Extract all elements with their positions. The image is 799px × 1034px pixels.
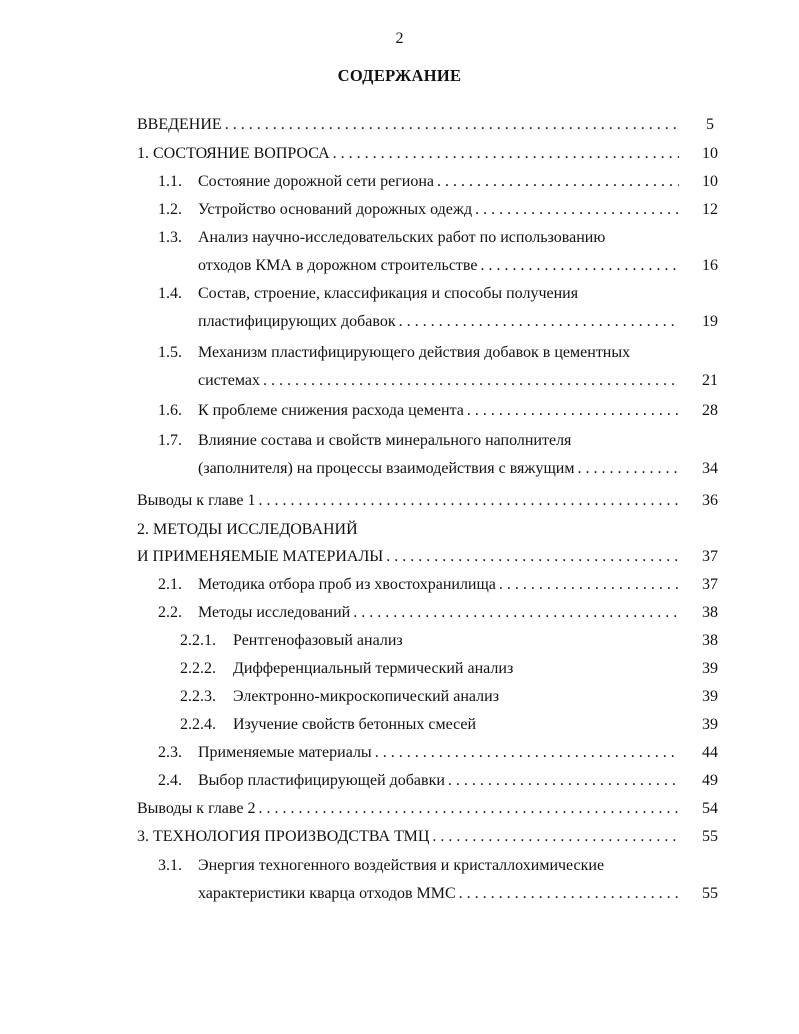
toc-entry-text: 1. СОСТОЯНИЕ ВОПРОСА [137, 145, 330, 162]
toc-section-number: 1.6. [158, 402, 182, 419]
dot-leader [375, 742, 679, 764]
toc-entry-2-2-1[interactable]: Рентгенофазовый анализ [233, 632, 403, 649]
toc-page-number: 37 [702, 576, 718, 593]
toc-entry-2-2[interactable] [198, 602, 682, 624]
toc-entry-chapter-3[interactable] [137, 826, 682, 848]
toc-entry-text: Выбор пластифицирующей добавки [198, 772, 445, 789]
toc-page-number: 39 [702, 716, 718, 733]
toc-entry-text: отходов КМА в дорожном строительстве [198, 257, 478, 274]
toc-entry-1-7-line1[interactable]: Влияние состава и свойств минерального наполнителя [198, 432, 572, 449]
toc-entry-3-1[interactable] [198, 883, 682, 905]
toc-entry-2-4[interactable] [198, 770, 682, 792]
toc-entry-text: ВВЕДЕНИЕ [137, 116, 222, 133]
toc-page-number: 54 [702, 800, 718, 817]
toc-page-number: 39 [702, 660, 718, 677]
toc-page-number: 38 [702, 604, 718, 621]
toc-entry-chapter-2-line1[interactable]: 2. МЕТОДЫ ИССЛЕДОВАНИЙ [137, 521, 358, 538]
toc-entry-text: Методика отбора проб из хвостохранилища [198, 576, 496, 593]
toc-section-number: 2.1. [158, 576, 182, 593]
toc-section-number: 1.1. [158, 173, 182, 190]
toc-page-number: 21 [702, 372, 718, 389]
toc-page-number: 16 [702, 257, 718, 274]
toc-entry-text: 3. ТЕХНОЛОГИЯ ПРОИЗВОДСТВА ТМЦ [137, 828, 430, 845]
toc-page-number: 55 [702, 828, 718, 845]
toc-entry-text: характеристики кварца отходов ММС [198, 885, 456, 902]
toc-entry-chapter-2[interactable] [137, 546, 682, 568]
toc-entry-text: И ПРИМЕНЯЕМЫЕ МАТЕРИАЛЫ [137, 548, 384, 565]
toc-section-number: 2.4. [158, 772, 182, 789]
toc-entry-2-1[interactable] [198, 574, 682, 596]
dot-leader [386, 546, 679, 568]
toc-entry-1-3-line1[interactable]: Анализ научно-исследовательских работ по использованию [198, 229, 606, 246]
toc-entry-intro[interactable] [137, 114, 682, 136]
toc-entry-1-6[interactable] [198, 400, 682, 422]
dot-leader [258, 798, 679, 820]
toc-page-number: 10 [702, 173, 718, 190]
toc-section-number: 2.3. [158, 744, 182, 761]
dot-leader [467, 400, 679, 422]
toc-entry-2-2-4[interactable]: Изучение свойств бетонных смесей [233, 716, 477, 733]
dot-leader [353, 602, 679, 624]
toc-page-number: 39 [702, 688, 718, 705]
toc-page-number: 55 [702, 885, 718, 902]
toc-entry-1-2[interactable] [198, 199, 682, 221]
toc-section-number: 1.7. [158, 432, 182, 449]
toc-section-number: 1.4. [158, 285, 182, 302]
toc-section-number: 2.2.3. [180, 688, 216, 705]
toc-entry-text: пластифицирующих добавок [198, 313, 396, 330]
toc-entry-conclusions-2[interactable] [137, 798, 682, 820]
toc-page-number: 38 [702, 632, 718, 649]
dot-leader [480, 255, 679, 277]
dot-leader [399, 311, 679, 333]
toc-page-number: 5 [706, 116, 714, 133]
toc-entry-conclusions-1[interactable] [137, 490, 682, 512]
toc-page-number: 12 [702, 201, 718, 218]
toc-entry-chapter-1[interactable] [137, 143, 682, 165]
toc-entry-text: Состояние дорожной сети региона [198, 173, 434, 190]
page-title: СОДЕРЖАНИЕ [337, 66, 462, 85]
toc-entry-2-2-2[interactable]: Дифференциальный термический анализ [233, 660, 514, 677]
page-number: 2 [395, 30, 404, 47]
toc-page-number: 28 [702, 402, 718, 419]
dot-leader [432, 826, 679, 848]
dot-leader [459, 883, 679, 905]
toc-entry-text: системах [198, 372, 260, 389]
dot-leader [475, 199, 679, 221]
toc-page-number: 44 [702, 744, 718, 761]
toc-section-number: 2.2. [158, 604, 182, 621]
toc-section-number: 2.2.2. [180, 660, 216, 677]
dot-leader [577, 458, 679, 480]
toc-entry-1-4[interactable] [198, 311, 682, 333]
toc-entry-text: Выводы к главе 1 [137, 492, 256, 509]
dot-leader [437, 171, 679, 193]
toc-section-number: 3.1. [158, 857, 182, 874]
toc-entry-1-1[interactable] [198, 171, 682, 193]
toc-entry-2-3[interactable] [198, 742, 682, 764]
toc-page-number: 19 [702, 313, 718, 330]
toc-page-number: 49 [702, 772, 718, 789]
dot-leader [225, 114, 679, 136]
toc-entry-text: Применяемые материалы [198, 744, 372, 761]
dot-leader [258, 490, 679, 512]
dot-leader [263, 370, 679, 392]
toc-section-number: 2.2.1. [180, 632, 216, 649]
toc-entry-3-1-line1[interactable]: Энергия техногенного воздействия и кристаллохимические [198, 857, 605, 874]
toc-entry-1-3[interactable] [198, 255, 682, 277]
toc-page-number: 10 [702, 145, 718, 162]
toc-entry-1-7[interactable] [198, 458, 682, 480]
toc-entry-text: Выводы к главе 2 [137, 800, 256, 817]
toc-page-number: 34 [702, 460, 718, 477]
toc-entry-1-4-line1[interactable]: Состав, строение, классификация и способы получения [198, 285, 579, 302]
dot-leader [448, 770, 679, 792]
toc-entry-1-5[interactable] [198, 370, 682, 392]
toc-entry-2-2-3[interactable]: Электронно-микроскопический анализ [233, 688, 500, 705]
toc-entry-text: К проблеме снижения расхода цемента [198, 402, 464, 419]
toc-entry-text: (заполнителя) на процессы взаимодействия с вяжущим [198, 460, 575, 477]
toc-entry-text: Устройство оснований дорожных одежд [198, 201, 473, 218]
toc-page-number: 36 [702, 492, 718, 509]
toc-entry-text: Методы исследований [198, 604, 351, 621]
toc-section-number: 1.3. [158, 229, 182, 246]
toc-section-number: 1.5. [158, 344, 182, 361]
toc-section-number: 2.2.4. [180, 716, 216, 733]
toc-entry-1-5-line1[interactable]: Механизм пластифицирующего действия добавок в цементных [198, 344, 631, 361]
dot-leader [499, 574, 679, 596]
toc-page-number: 37 [702, 548, 718, 565]
toc-section-number: 1.2. [158, 201, 182, 218]
dot-leader [333, 143, 679, 165]
